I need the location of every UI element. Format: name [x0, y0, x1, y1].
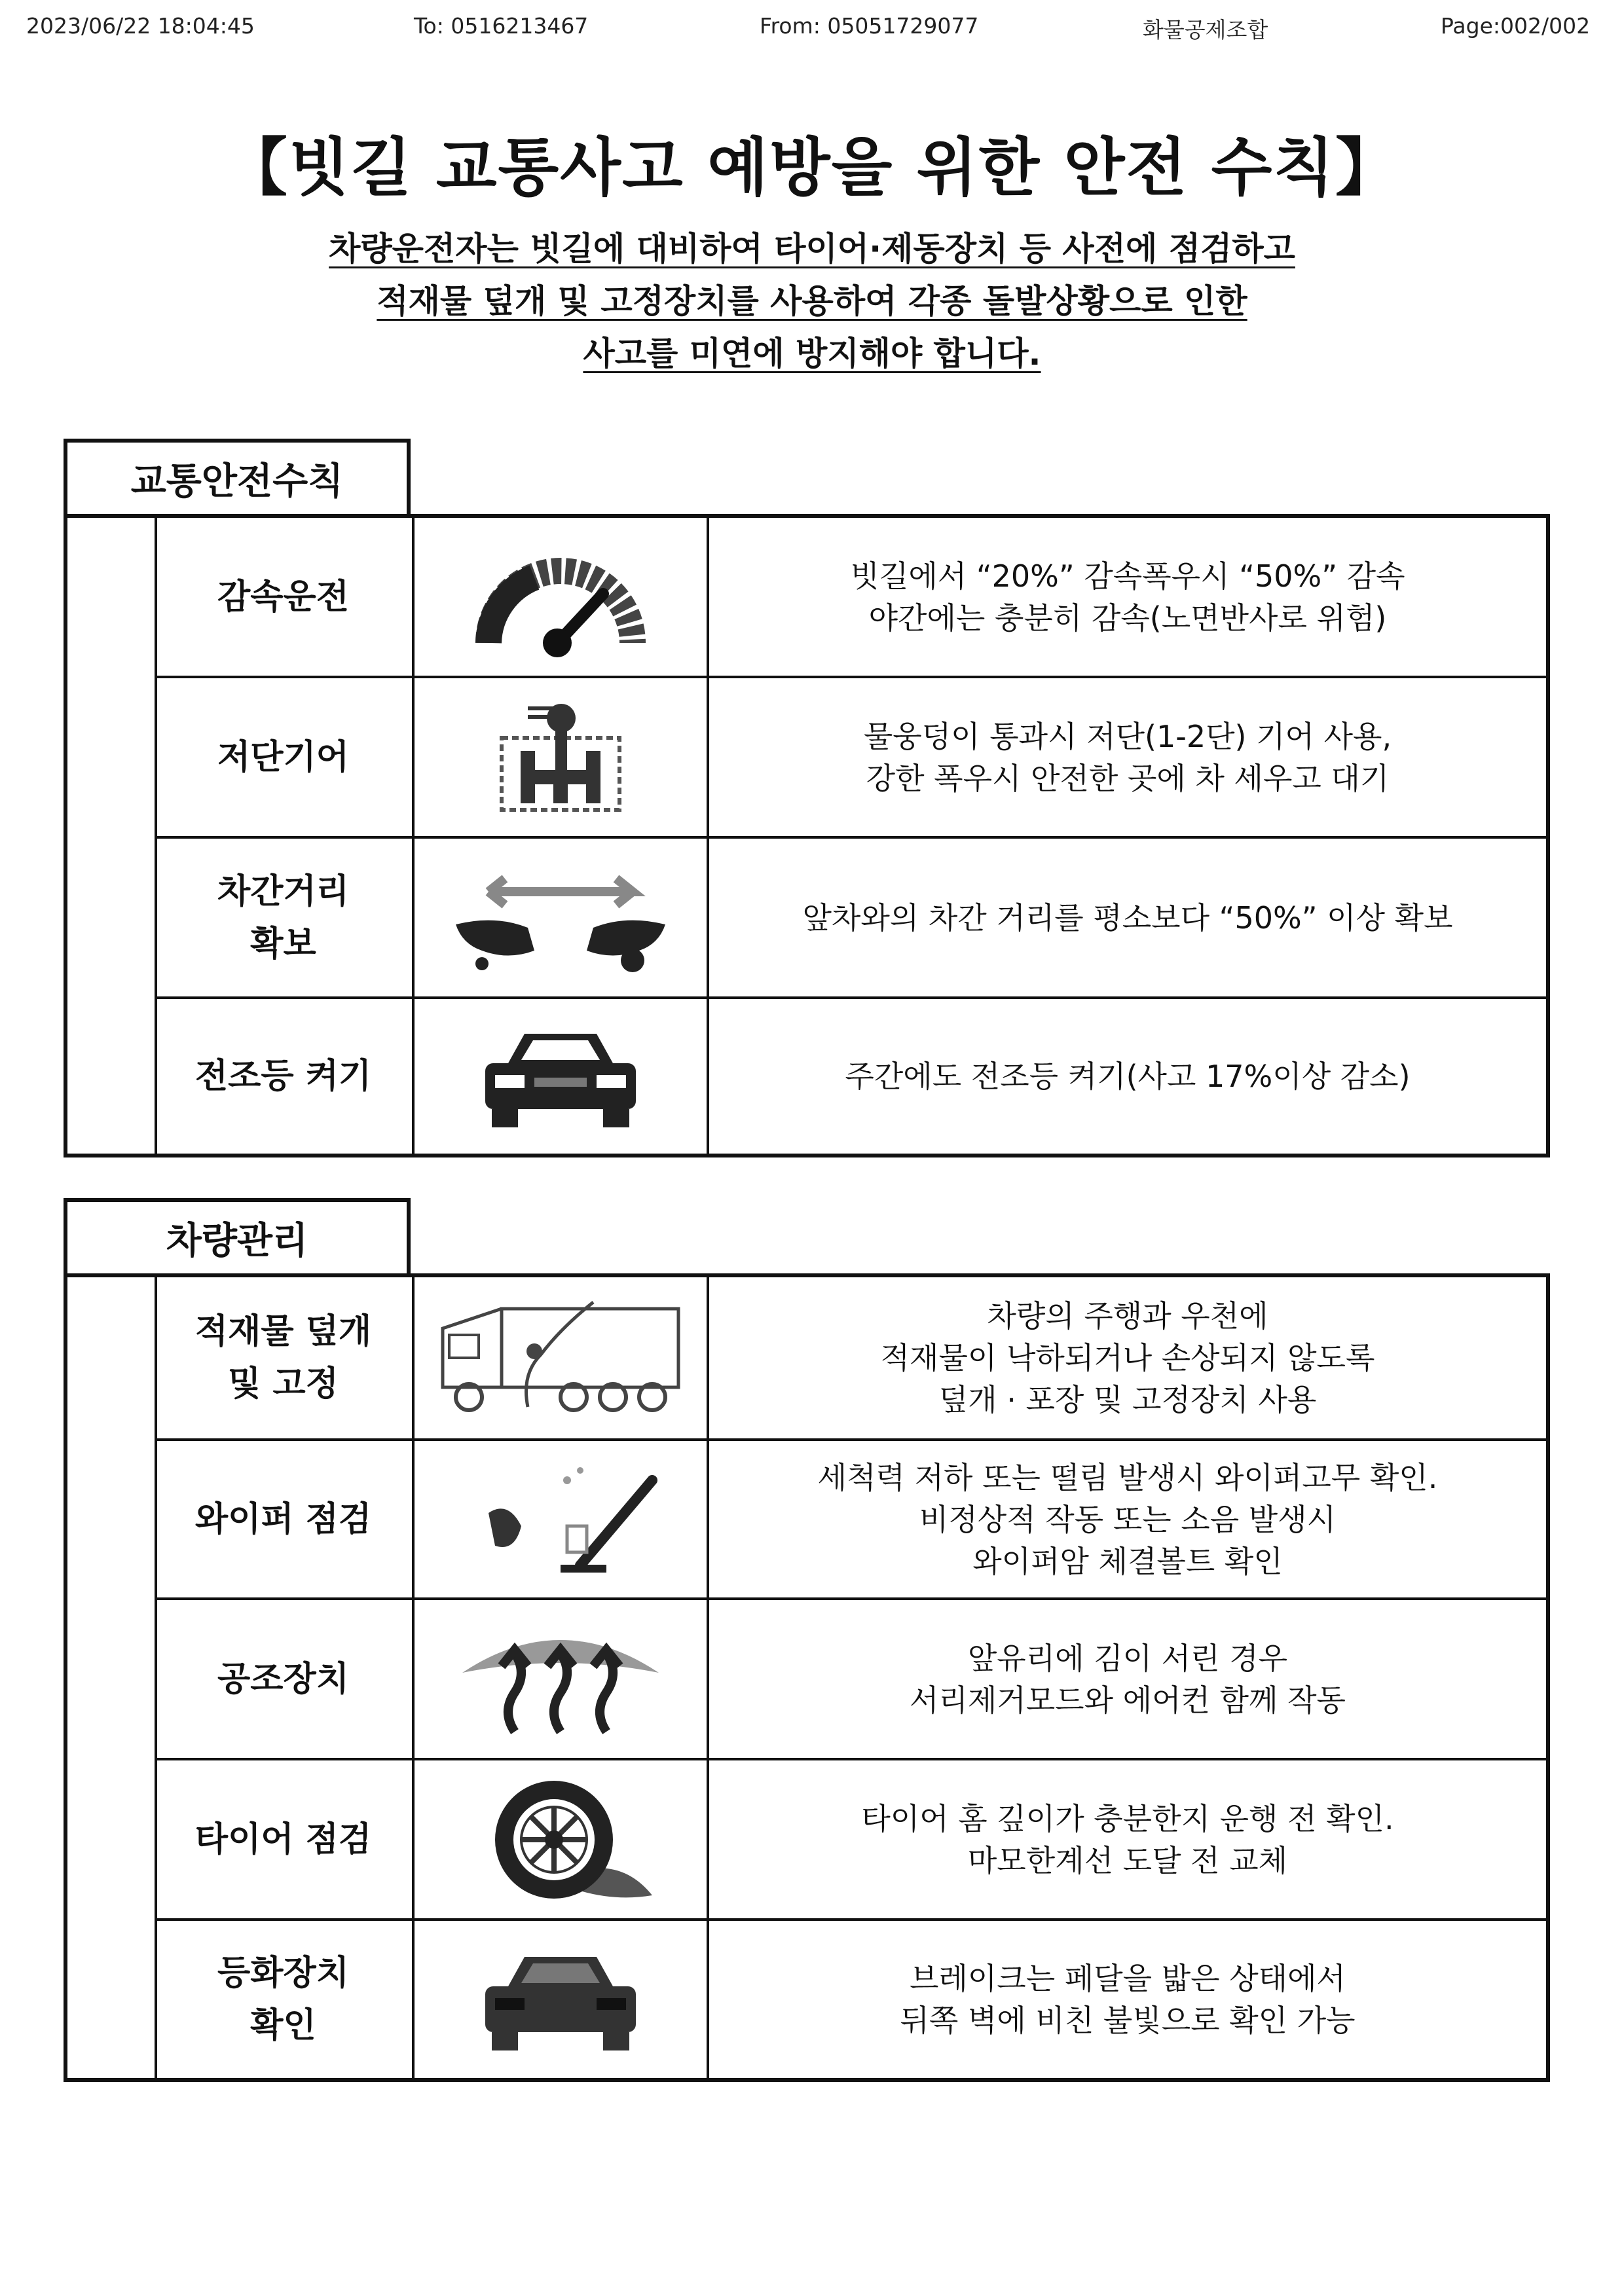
wiper-icon — [415, 1441, 709, 1597]
intro-line: 차량운전자는 빗길에 대비하여 타이어·제동장치 등 사전에 점검하고 — [329, 230, 1295, 268]
car-headlight-icon — [415, 999, 709, 1154]
table-row — [155, 1600, 1546, 1760]
air-conditioning-icon — [415, 1600, 709, 1758]
car-distance-icon — [415, 839, 709, 996]
tire-icon — [415, 1760, 709, 1918]
table-row — [155, 1760, 1546, 1921]
row-label: 공조장치 — [155, 1600, 415, 1758]
speedometer-icon — [415, 518, 709, 676]
fax-to: To: 0516213467 — [414, 13, 589, 39]
table-row — [155, 1277, 1546, 1441]
table-row — [155, 1441, 1546, 1600]
row-label: 저단기어 — [155, 678, 415, 836]
row-description: 타이어 홈 깊이가 충분한지 운행 전 확인. 마모한계선 도달 전 교체 — [861, 1800, 1394, 1878]
intro-line: 사고를 미연에 방지해야 합니다. — [583, 335, 1041, 373]
row-label: 감속운전 — [155, 518, 415, 676]
row-description: 세척력 저하 또는 떨림 발생시 와이퍼고무 확인. 비정상적 작동 또는 소음 발생시 와이퍼암 체결볼트 확인 — [817, 1459, 1438, 1579]
fax-page: Page:002/002 — [1441, 13, 1591, 39]
table-row — [155, 678, 1546, 839]
table-row — [155, 999, 1546, 1154]
row-label: 적재물 덮개 및 고정 — [155, 1277, 415, 1438]
row-description: 주간에도 전조등 켜기(사고 17%이상 감소) — [845, 1059, 1411, 1094]
row-label: 등화장치 확인 — [155, 1921, 415, 2078]
fax-sender: 화물공제조합 — [1143, 17, 1268, 43]
row-description: 빗길에서 “20%” 감속폭우시 “50%” 감속 야간에는 충분히 감속(노면반사로 위험) — [850, 558, 1405, 636]
row-description: 차량의 주행과 우천에 적재물이 낙하되거나 손상되지 않도록 덮개 · 포장 및 고정장치 사용 — [880, 1298, 1375, 1417]
table-row — [155, 1921, 1546, 2078]
row-description: 앞차와의 차간 거리를 평소보다 “50%” 이상 확보 — [802, 900, 1453, 936]
intro-text — [0, 223, 1624, 380]
truck-cover-icon — [415, 1277, 709, 1438]
table-row — [155, 839, 1546, 999]
car-lights-icon — [415, 1921, 709, 2078]
table-gutter — [67, 518, 157, 1154]
row-description: 브레이크는 페달을 밟은 상태에서 뒤쪽 벽에 비친 불빛으로 확인 가능 — [900, 1961, 1356, 2038]
gear-shift-icon — [415, 678, 709, 836]
fax-datetime: 2023/06/22 18:04:45 — [26, 13, 255, 39]
row-label: 전조등 켜기 — [155, 999, 415, 1154]
table-gutter — [67, 1277, 157, 2078]
section-tab-vehicle-management: 차량관리 — [64, 1198, 411, 1273]
row-label: 타이어 점검 — [155, 1760, 415, 1918]
section-table-vehicle-management — [64, 1273, 1550, 2082]
section-tab-traffic-safety: 교통안전수칙 — [64, 439, 411, 514]
fax-from: From: 05051729077 — [760, 13, 979, 39]
row-label: 차간거리 확보 — [155, 839, 415, 996]
page-title: 【빗길 교통사고 예방을 위한 안전 수칙】 — [224, 131, 1400, 204]
intro-line: 적재물 덮개 및 고정장치를 사용하여 각종 돌발상황으로 인한 — [377, 282, 1247, 320]
section-table-traffic-safety — [64, 514, 1550, 1157]
table-row — [155, 518, 1546, 678]
row-description: 물웅덩이 통과시 저단(1-2단) 기어 사용, 강한 폭우시 안전한 곳에 차 세우고 대기 — [863, 718, 1392, 796]
row-label: 와이퍼 점검 — [155, 1441, 415, 1597]
fax-header — [0, 13, 1624, 46]
row-description: 앞유리에 김이 서린 경우 서리제거모드와 에어컨 함께 작동 — [910, 1640, 1346, 1718]
